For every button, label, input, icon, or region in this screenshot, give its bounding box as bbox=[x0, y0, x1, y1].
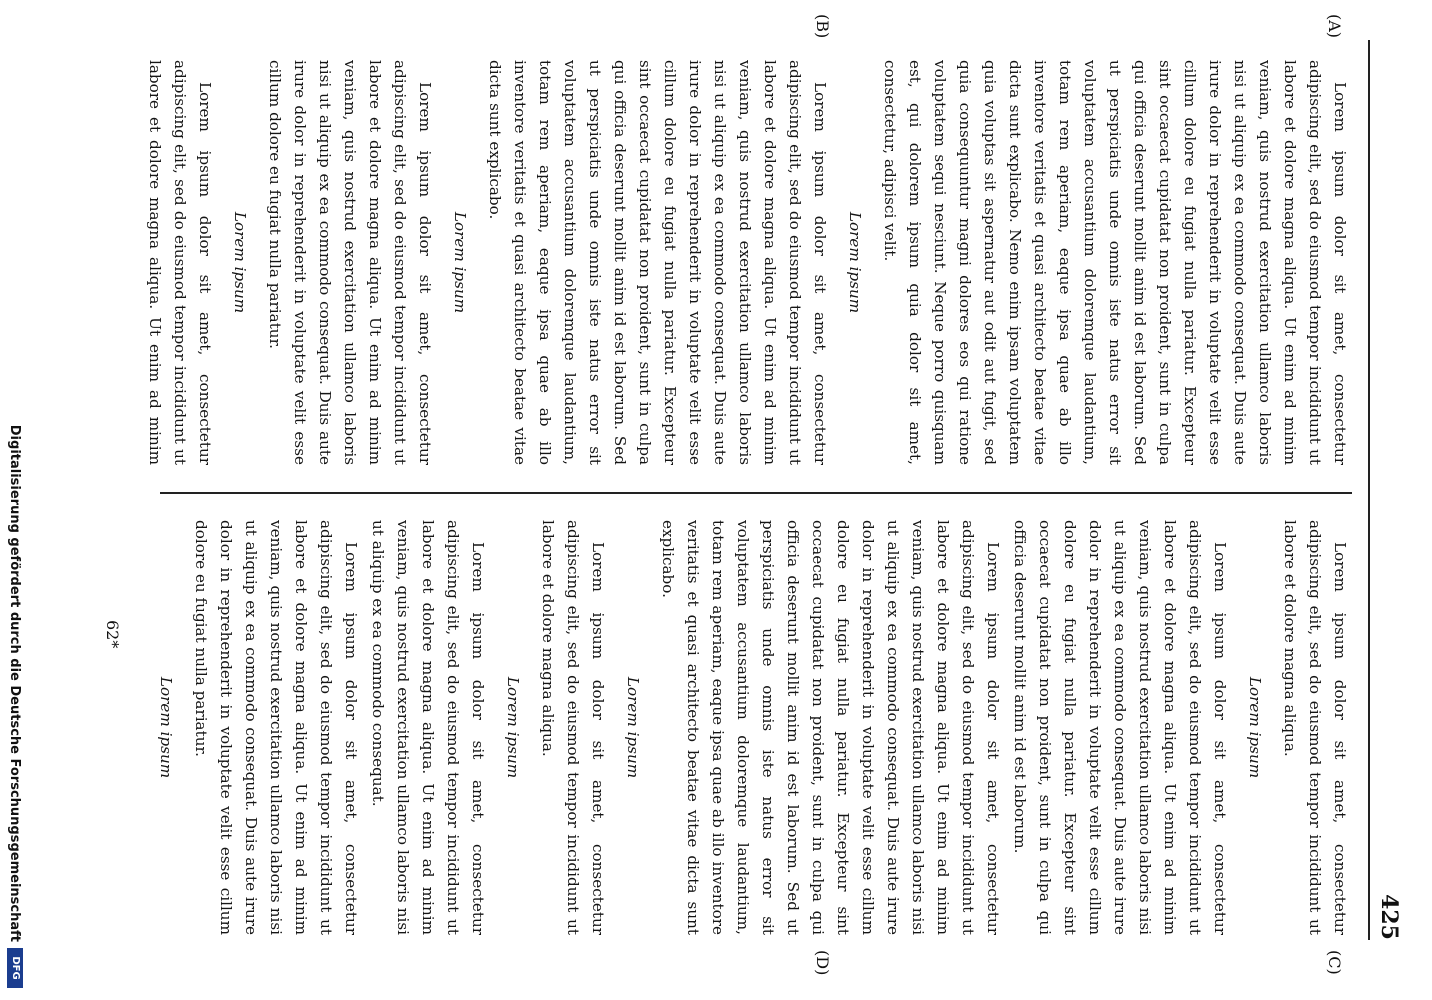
paragraph: Lorem ipsum dolor sit amet, consectetur adipiscing elit, sed do eiusmod tempor incididunt ut labore et dolore magna aliqua. Ut enim ad minim veniam, quis nostrud exercitation ullamco laboris nisi ut aliquip ex ea commodo consequat. Duis aute irure dolor in reprehenderit in voluptate velit esse cillum dolore eu fugiat nulla pariatur. Excepteur sint occaecat cupidatat non proident, sunt in culpa qui officia deserunt mollit anim id est laborum. Sed ut perspiciatis unde omnis iste natus error sit voluptatem accusantium doloremque laudantium, totam rem aperiam, eaque ipsa quae ab illo inventore veritatis et quasi architecto beatae vitae dicta sunt explicabo. Nemo enim ipsam voluptatem quia voluptas sit aspernatur aut odit aut fugit, sed quia consequuntur magni dolores eos qui ratione voluptatem sequi nesciunt. Neque porro quisquam est, qui dolorem ipsum quia dolor sit amet, consectetur, adipisci velit. bbox=[881, 60, 1349, 465]
margin-mark-c: (C) bbox=[1325, 950, 1344, 975]
paragraph: Lorem ipsum dolor sit amet, consectetur adipiscing elit, sed do eiusmod tempor incididunt ut labore et dolore magna aliqua. Ut enim ad minim veniam, quis nostrud exercitation ullamco laboris nisi ut aliquip ex ea commodo consequat. Duis aute irure dolor in reprehenderit in voluptate velit esse cillum dolore eu fugiat nulla pariatur. Excepteur sint occaecat cupidatat non proident, sunt in culpa qui officia deserunt mollit anim id est laborum. Sed ut perspiciatis unde omnis iste natus error sit voluptatem accusantium doloremque laudantium, totam rem aperiam, eaque ipsa quae ab illo inventore veritatis et quasi architecto beatae vitae dicta sunt explicabo. bbox=[659, 520, 1002, 935]
page-number: 425 bbox=[1376, 894, 1402, 940]
margin-mark-d: (D) bbox=[813, 950, 832, 976]
interjection: Lorem ipsum bbox=[157, 676, 175, 779]
interjection: Lorem ipsum bbox=[504, 676, 522, 779]
page-header bbox=[1376, 40, 1410, 940]
paragraph: Lorem ipsum dolor sit amet, consectetur adipiscing elit, sed do eiusmod tempor incididunt ut labore et dolore magna aliqua. Ut enim ad minim bbox=[146, 60, 214, 465]
dfg-logo: DFG bbox=[7, 948, 23, 988]
paragraph: Lorem ipsum dolor sit amet, consectetur adipiscing elit, sed do eiusmod tempor incididunt ut labore et dolore magna aliqua. Ut enim ad minim veniam, quis nostrud exercitation ullamco laboris nisi ut aliquip ex ea commodo consequat. Duis aute irure dolor in reprehenderit in voluptate velit esse cillum dolore eu fugiat nulla pariatur. Excepteur sint occaecat cupidatat non proident, sunt in culpa qui officia deserunt mollit anim id est laborum. Sed ut perspiciatis unde omnis iste natus error sit voluptatem accusantium doloremque laudantium, totam rem aperiam, eaque ipsa quae ab illo inventore veritatis et quasi architecto beatae vitae dicta sunt explicabo. bbox=[486, 60, 829, 465]
margin-mark-a: (A) bbox=[1325, 14, 1344, 39]
interjection: Lorem ipsum bbox=[451, 211, 469, 314]
interjection: Lorem ipsum bbox=[1246, 676, 1264, 779]
paragraph: Lorem ipsum dolor sit amet, consectetur adipiscing elit, sed do eiusmod tempor incididunt ut labore et dolore magna aliqua. bbox=[539, 520, 607, 935]
paragraph: Lorem ipsum dolor sit amet, consectetur adipiscing elit, sed do eiusmod tempor incididunt ut labore et dolore magna aliqua. Ut enim ad minim veniam, quis nostrud exercitation ullamco laboris nisi ut aliquip ex ea commodo consequat. Duis aute irure dolor in reprehenderit in voluptate velit esse cillum dolore eu fugiat nulla pariatur. bbox=[266, 60, 434, 465]
text-column-left bbox=[140, 60, 1352, 465]
signature-mark: 62* bbox=[103, 620, 122, 649]
text-column-right bbox=[140, 520, 1352, 935]
paragraph: Lorem ipsum dolor sit amet, consectetur adipiscing elit, sed do eiusmod tempor incididunt ut labore et dolore magna aliqua. Ut enim ad minim veniam, quis nostrud exercitation ullamco laboris nisi ut aliquip ex ea commodo consequat. Duis aute irure dolor in reprehenderit in voluptate velit esse cillum dolore eu fugiat nulla pariatur. bbox=[192, 520, 360, 935]
header-rule bbox=[1368, 40, 1370, 940]
interjection: Lorem ipsum bbox=[624, 676, 642, 779]
paragraph bbox=[140, 520, 143, 935]
paragraph: Lorem ipsum dolor sit amet, consectetur adipiscing elit, sed do eiusmod tempor incididunt ut labore et dolore magna aliqua. Ut enim ad minim veniam, quis nostrud exercitation ullamco laboris nisi ut aliquip ex ea commodo consequat. bbox=[369, 520, 487, 935]
margin-mark-b: (B) bbox=[813, 14, 832, 39]
interjection: Lorem ipsum bbox=[846, 211, 864, 314]
footer-text: Digitalisierung gefördert durch die Deutsche Forschungsgemeinschaft bbox=[7, 424, 23, 942]
digitization-footer bbox=[3, 0, 27, 1000]
paragraph: Lorem ipsum dolor sit amet, consectetur adipiscing elit, sed do eiusmod tempor incididunt ut labore et dolore magna aliqua. bbox=[1281, 520, 1349, 935]
paragraph: Lorem ipsum dolor sit amet, consectetur adipiscing elit, sed do eiusmod tempor incididunt ut labore et dolore magna aliqua. Ut enim ad minim veniam, quis nostrud exercitation ullamco laboris nisi ut aliquip ex ea commodo consequat. Duis aute irure dolor in reprehenderit in voluptate velit esse cillum dolore eu fugiat nulla pariatur. Excepteur sint occaecat cupidatat non proident, sunt in culpa qui officia deserunt mollit anim id est laborum. bbox=[1011, 520, 1229, 935]
interjection: Lorem ipsum bbox=[231, 211, 249, 314]
column-divider bbox=[160, 492, 1352, 494]
